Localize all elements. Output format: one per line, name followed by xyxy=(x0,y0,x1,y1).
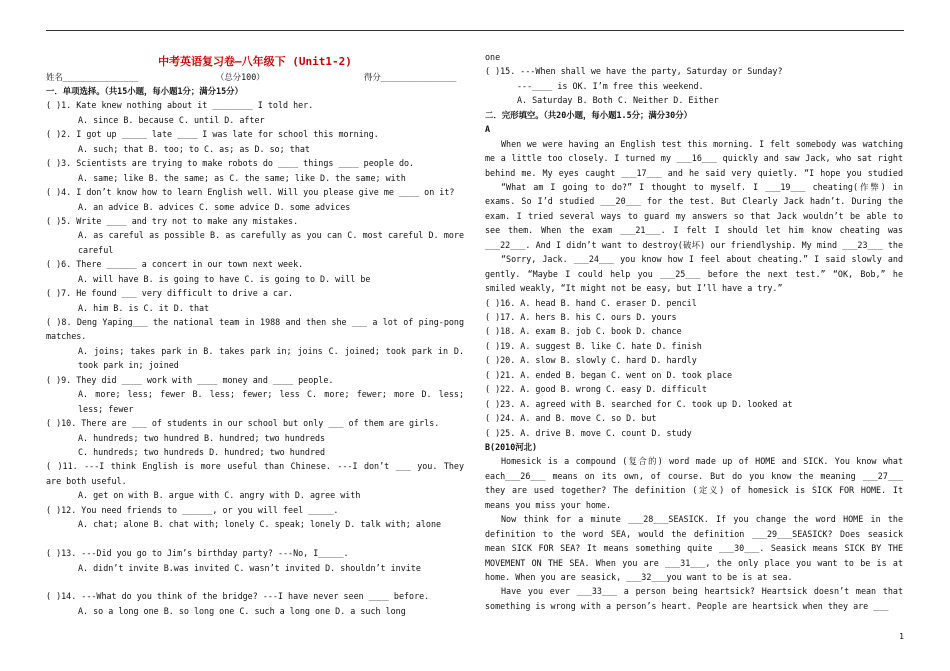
right-line: Have you ever ___33___ a person being heartsick? Heartsick doesn’t mean that something is wrong with a person’s heart. People are heartsick when they are ___ xyxy=(485,586,903,611)
left-line: A. chat; alone B. chat with; lonely C. speak; lonely D. talk with; alone xyxy=(78,519,442,530)
left-line: ( )2. I got up _____ late ____ I was late for school this morning. xyxy=(46,129,379,140)
left-line: ( )7. He found ___ very difficult to drive a car. xyxy=(46,288,294,299)
right-line: ( )17. A. hers B. his C. ours D. yours xyxy=(485,312,677,322)
right-line: one xyxy=(485,52,501,62)
right-line: ( )18. A. exam B. job C. book D. chance xyxy=(485,326,682,337)
right-line: ( )21. A. ended B. began C. went on D. took place xyxy=(485,369,733,380)
right-line: ( )24. A. and B. move C. so D. but xyxy=(485,413,657,424)
right-line: ( )16. A. head B. hand C. eraser D. pencil xyxy=(485,297,697,308)
left-line: A. since B. because C. until D. after xyxy=(78,114,265,125)
left-line: ( )9. They did ____ work with ____ money and ____ people. xyxy=(46,374,334,385)
left-line: ( )14. ---What do you think of the bridge? ---I have never seen ____ before. xyxy=(46,591,430,602)
left-line: A. same; like B. the same; as C. the same; like D. the same; with xyxy=(78,172,406,183)
right-column xyxy=(485,50,903,613)
left-line: A. didn’t invite B.was invited C. wasn’t invited D. shouldn’t invite xyxy=(78,562,421,573)
header-row xyxy=(46,70,464,84)
left-line: A. him B. is C. it D. that xyxy=(78,302,210,313)
left-line: ( )5. Write ____ and try not to make any mistakes. xyxy=(46,215,299,226)
page-number: 1 xyxy=(899,632,904,641)
right-line: Homesick is a compound (复合的) word made up of HOME and SICK. You know what each___26___ means on its own, of course. But do you know the meaning ___27___ they are used together? The definition (定义) of homesick is SICK FOR HOME. It means you miss your home. xyxy=(485,456,903,510)
right-line: ( )20. A. slow B. slowly C. hard D. hardly xyxy=(485,355,697,366)
left-column xyxy=(46,50,464,618)
right-line: A xyxy=(485,124,491,135)
top-rule xyxy=(46,30,904,31)
right-line: ---____ is OK. I’m free this weekend. xyxy=(517,80,704,91)
right-line: “What am I going to do?” I thought to myself. I ___19___ cheating(作弊) in exams. So I’d studied ___20___ for the test. But Clearly Jack hadn’t. During the exam. I tried several ways to guard my answers so that Jack wouldn’t be able to see them. When the exam ___21___. I felt I should let him know cheating was ___22___. And I didn’t want to destroy(破坏) our friendlyship. My mind ___23___ the xyxy=(485,181,903,250)
left-line: ( )1. Kate knew nothing about it ________ I told her. xyxy=(46,100,314,111)
right-line: ( )15. ---When shall we have the party, Saturday or Sunday? xyxy=(485,66,783,77)
left-line: A. joins; takes park in B. takes park in; joins C. joined; took park in D. took park in; joined xyxy=(78,345,464,371)
left-line: A. as careful as possible B. as carefully as you can C. most careful D. more careful xyxy=(78,230,464,255)
right-line: ( )19. A. suggest B. like C. hate D. finish xyxy=(485,340,702,351)
left-line: ( )4. I don’t know how to learn English well. Will you please give me ____ on it? xyxy=(46,187,455,198)
right-line: ( )25. A. drive B. move C. count D. study xyxy=(485,427,692,438)
page-title: 中考英语复习卷—八年级下 (Unit1-2) xyxy=(158,55,352,68)
score-total: （总分100） xyxy=(216,72,265,82)
right-line: Now think for a minute ___28___SEASICK. If you change the word HOME in the definition to the word SEA, would the definition ___29___SEASICK? Does seasick mean SICK FOR SEA? It means something quite ___30___. Seasick means SICK BY THE MOVEMENT ON THE SEA. When you are ___31___, the only place you want to be is at home. When you are seasick, ___32___you want to be is at sea. xyxy=(485,514,903,582)
left-line: A. more; less; fewer B. less; fewer; less C. more; fewer; more D. less; less; fewer xyxy=(78,389,464,414)
left-line: ( )12. You need friends to ______, or you will feel _____. xyxy=(46,504,339,515)
left-line: ( )13. ---Did you go to Jim’s birthday party? ---No, I_____. xyxy=(46,548,349,559)
right-content xyxy=(485,50,903,613)
left-line: ( )10. There are ___ of students in our school but only ___ of them are girls. xyxy=(46,418,440,429)
right-line: 二．完形填空。（共20小题，每小题1.5分；满分30分） xyxy=(485,109,692,120)
left-line: A. such; that B. too; to C. as; as D. so; that xyxy=(78,143,310,154)
left-line: ( )8. Deng Yaping___ the national team in 1988 and then she ___ a lot of ping-pong matches. xyxy=(46,317,464,342)
score-field: 得分_______________ xyxy=(364,72,457,82)
right-line: A. Saturday B. Both C. Neither D. Either xyxy=(517,95,719,106)
right-line: ( )23. A. agreed with B. searched for C. took up D. looked at xyxy=(485,398,793,409)
left-line: A. will have B. is going to have C. is going to D. will be xyxy=(78,273,371,284)
right-line: ( )22. A. good B. wrong C. easy D. difficult xyxy=(485,384,707,395)
left-line: C. hundreds; two hundreds D. hundred; two hundred xyxy=(78,447,326,457)
right-line: When we were having an English test this morning. I felt somebody was watching me a little too closely. I turned my ___16___ quickly and saw Jack, who sat right behind me. My eyes caught ___17___ and he said very quietly. “I hope you studied xyxy=(485,138,903,178)
name-field: 姓名_______________ xyxy=(46,72,139,82)
left-line: ( )6. There ______ a concert in our town next week. xyxy=(46,259,304,270)
right-line: B(2010河北) xyxy=(485,441,538,452)
right-line: “Sorry, Jack. ___24___ you know how I feel about cheating.” I said slowly and gently. “Maybe I could help you ___25___ before the next test.” “OK, Bob,” he smiled weakly, “It might not be easy, but I’ll have a try.” xyxy=(485,254,903,294)
left-content xyxy=(46,84,464,618)
left-line: A. get on with B. argue with C. angry with D. agree with xyxy=(78,490,361,501)
left-line: A. hundreds; two hundred B. hundred; two hundreds xyxy=(78,432,326,443)
left-line: A. an advice B. advices C. some advice D. some advices xyxy=(78,201,351,212)
left-line: ( )3. Scientists are trying to make robots do ____ things ____ people do. xyxy=(46,158,415,169)
left-line: ( )11. ---I think English is more useful than Chinese. ---I don’t ___ you. They are both useful. xyxy=(46,461,464,486)
left-line: A. so a long one B. so long one C. such a long one D. a such long xyxy=(78,605,406,616)
left-line: 一．单项选择。（共15小题，每小题1分；满分15分） xyxy=(46,86,243,96)
